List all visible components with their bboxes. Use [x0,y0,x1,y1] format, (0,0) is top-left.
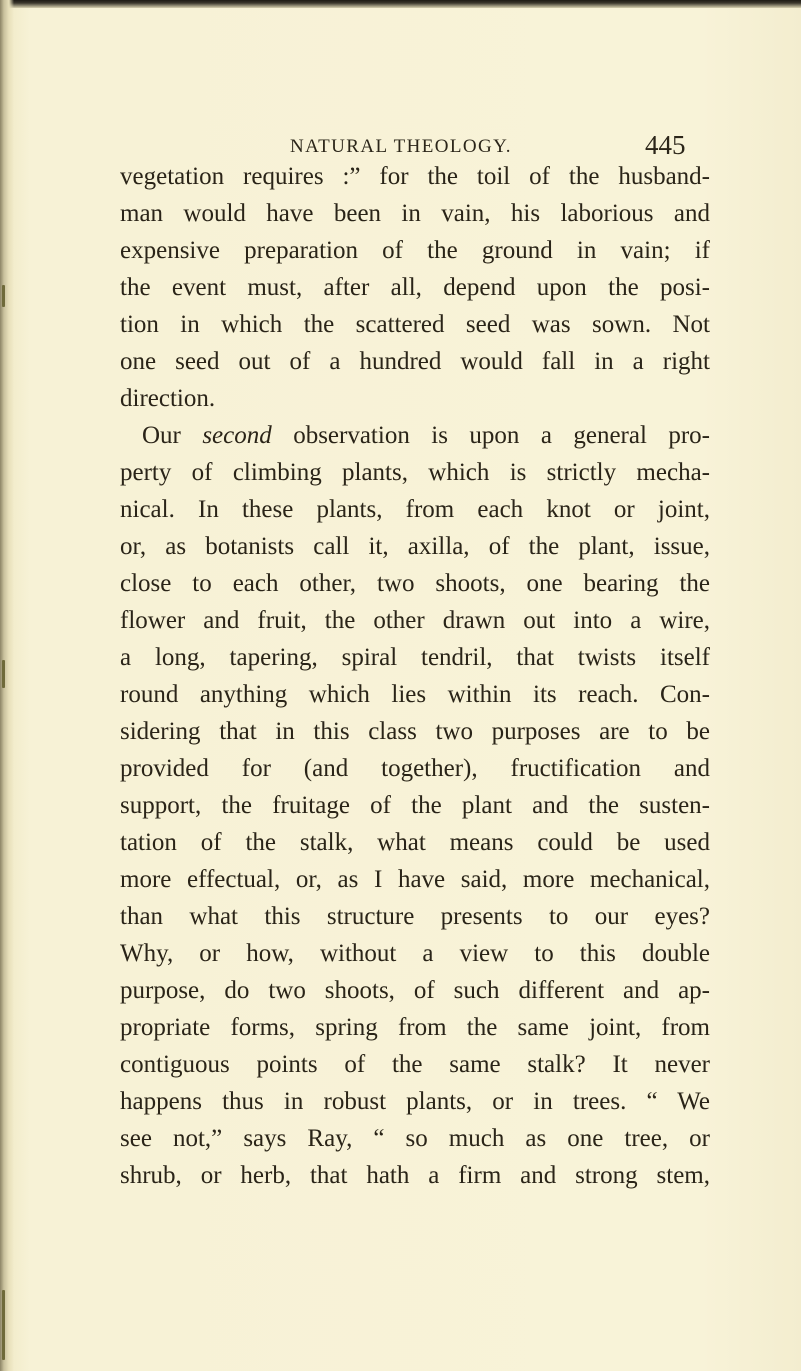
text-line: tation of the stalk, what means could be used [120,829,710,856]
text-line: more effectual, or, as I have said, more mechanical, [120,866,710,893]
text-line: round anything which lies within its reach. Con- [120,681,710,708]
text-line: direction. [120,385,216,412]
running-head: NATURAL THEOLOGY. [290,136,512,157]
text-line: purpose, do two shoots, of such different and ap- [120,977,710,1004]
page-number: 445 [645,130,686,160]
text-line: expensive preparation of the ground in vain; if [120,237,710,264]
text-line: than what this structure presents to our eyes? [120,903,710,930]
text-line: flower and fruit, the other drawn out into a wire, [120,607,710,634]
text-line: close to each other, two shoots, one bearing the [120,570,710,597]
emphasis-text: second [202,422,272,449]
text-line: provided for (and together), fructification and [120,755,710,782]
page-top-edge [0,0,801,8]
text-line: vegetation requires :” for the toil of the husband- [120,163,710,190]
text-line: sidering that in this class two purposes are to be [120,718,710,745]
text-line: perty of climbing plants, which is strictly mecha- [120,459,710,486]
text-line: man would have been in vain, his laborious and [120,200,710,227]
text-line: one seed out of a hundred would fall in a right [120,348,710,375]
text-line: contiguous points of the same stalk? It never [120,1051,710,1078]
binding-mark [2,660,5,688]
text-line: Why, or how, without a view to this double [120,940,710,967]
text-fragment: Our [142,422,181,449]
text-line: tion in which the scattered seed was sown. Not [120,311,710,338]
text-line: propriate forms, spring from the same joint, from [120,1014,710,1041]
text-line: happens thus in robust plants, or in trees. “ We [120,1088,710,1115]
text-line: nical. In these plants, from each knot or joint, [120,496,710,523]
binding-mark [2,285,5,307]
binding-mark [2,1290,5,1360]
text-line: see not,” says Ray, “ so much as one tree, or [120,1125,710,1152]
text-line: the event must, after all, depend upon the posi- [120,274,710,301]
text-line [120,417,710,454]
text-line: or, as botanists call it, axilla, of the plant, issue, [120,533,710,560]
text-line: a long, tapering, spiral tendril, that twists itself [120,644,710,671]
text-line: support, the fruitage of the plant and the susten- [120,792,710,819]
text-fragment: observation is upon a general pro- [293,422,710,449]
body-text [120,158,710,1194]
text-line: shrub, or herb, that hath a firm and strong stem, [120,1162,710,1189]
